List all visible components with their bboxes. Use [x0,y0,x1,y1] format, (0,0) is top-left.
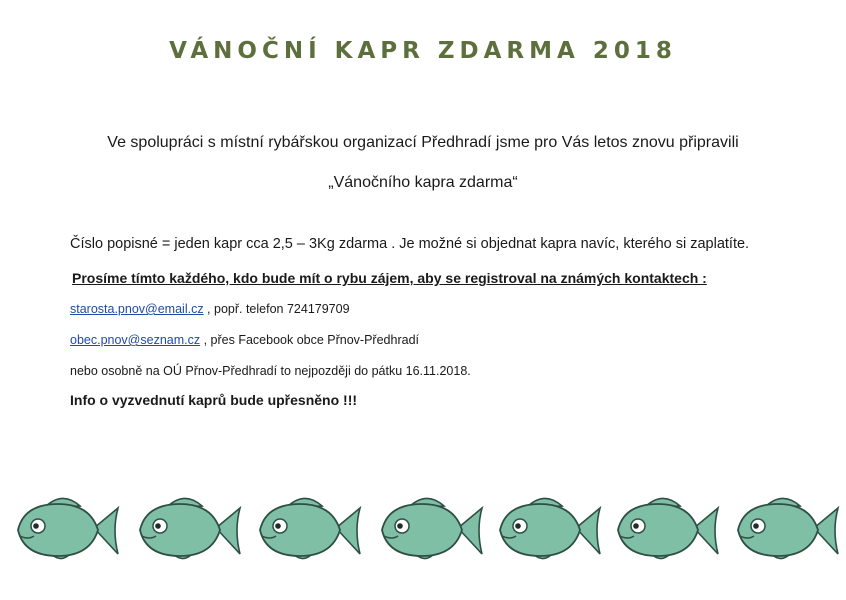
fish-icon [136,490,242,570]
fish-icon [378,490,484,570]
contact-line-1 [70,302,350,316]
fish-icon [14,490,120,570]
page-title: VÁNOČNÍ KAPR ZDARMA 2018 [169,38,677,64]
in-person-line: nebo osobně na OÚ Přnov-Předhradí to nejpozději do pátku 16.11.2018. [70,364,471,378]
contact-line-2 [70,333,419,347]
email-link-starosta[interactable]: starosta.pnov@email.cz [70,302,204,316]
fish-decoration-row [0,490,846,570]
house-number-line: Číslo popisné = jeden kapr cca 2,5 – 3Kg zdarma . Je možné si objednat kapra navíc, kterého si zaplatíte. [70,236,750,252]
fish-icon [496,490,602,570]
fish-icon [256,490,362,570]
quote-text: „Vánočního kapra zdarma“ [328,174,518,191]
intro-text: Ve spolupráci s místní rybářskou organizací Předhradí jsme pro Vás letos znovu připravili [107,134,739,151]
contact-facebook-text: , přes Facebook obce Přnov-Předhradí [200,333,419,347]
fish-icon [734,490,840,570]
fish-icon [614,490,720,570]
registration-request: Prosíme tímto každého, kdo bude mít o rybu zájem, aby se registroval na známých kontaktech : [72,270,707,286]
pickup-info: Info o vyzvednutí kaprů bude upřesněno !!! [70,392,358,408]
contact-phone-text: , popř. telefon 724179709 [203,302,350,316]
email-link-obec[interactable]: obec.pnov@seznam.cz [70,333,201,347]
